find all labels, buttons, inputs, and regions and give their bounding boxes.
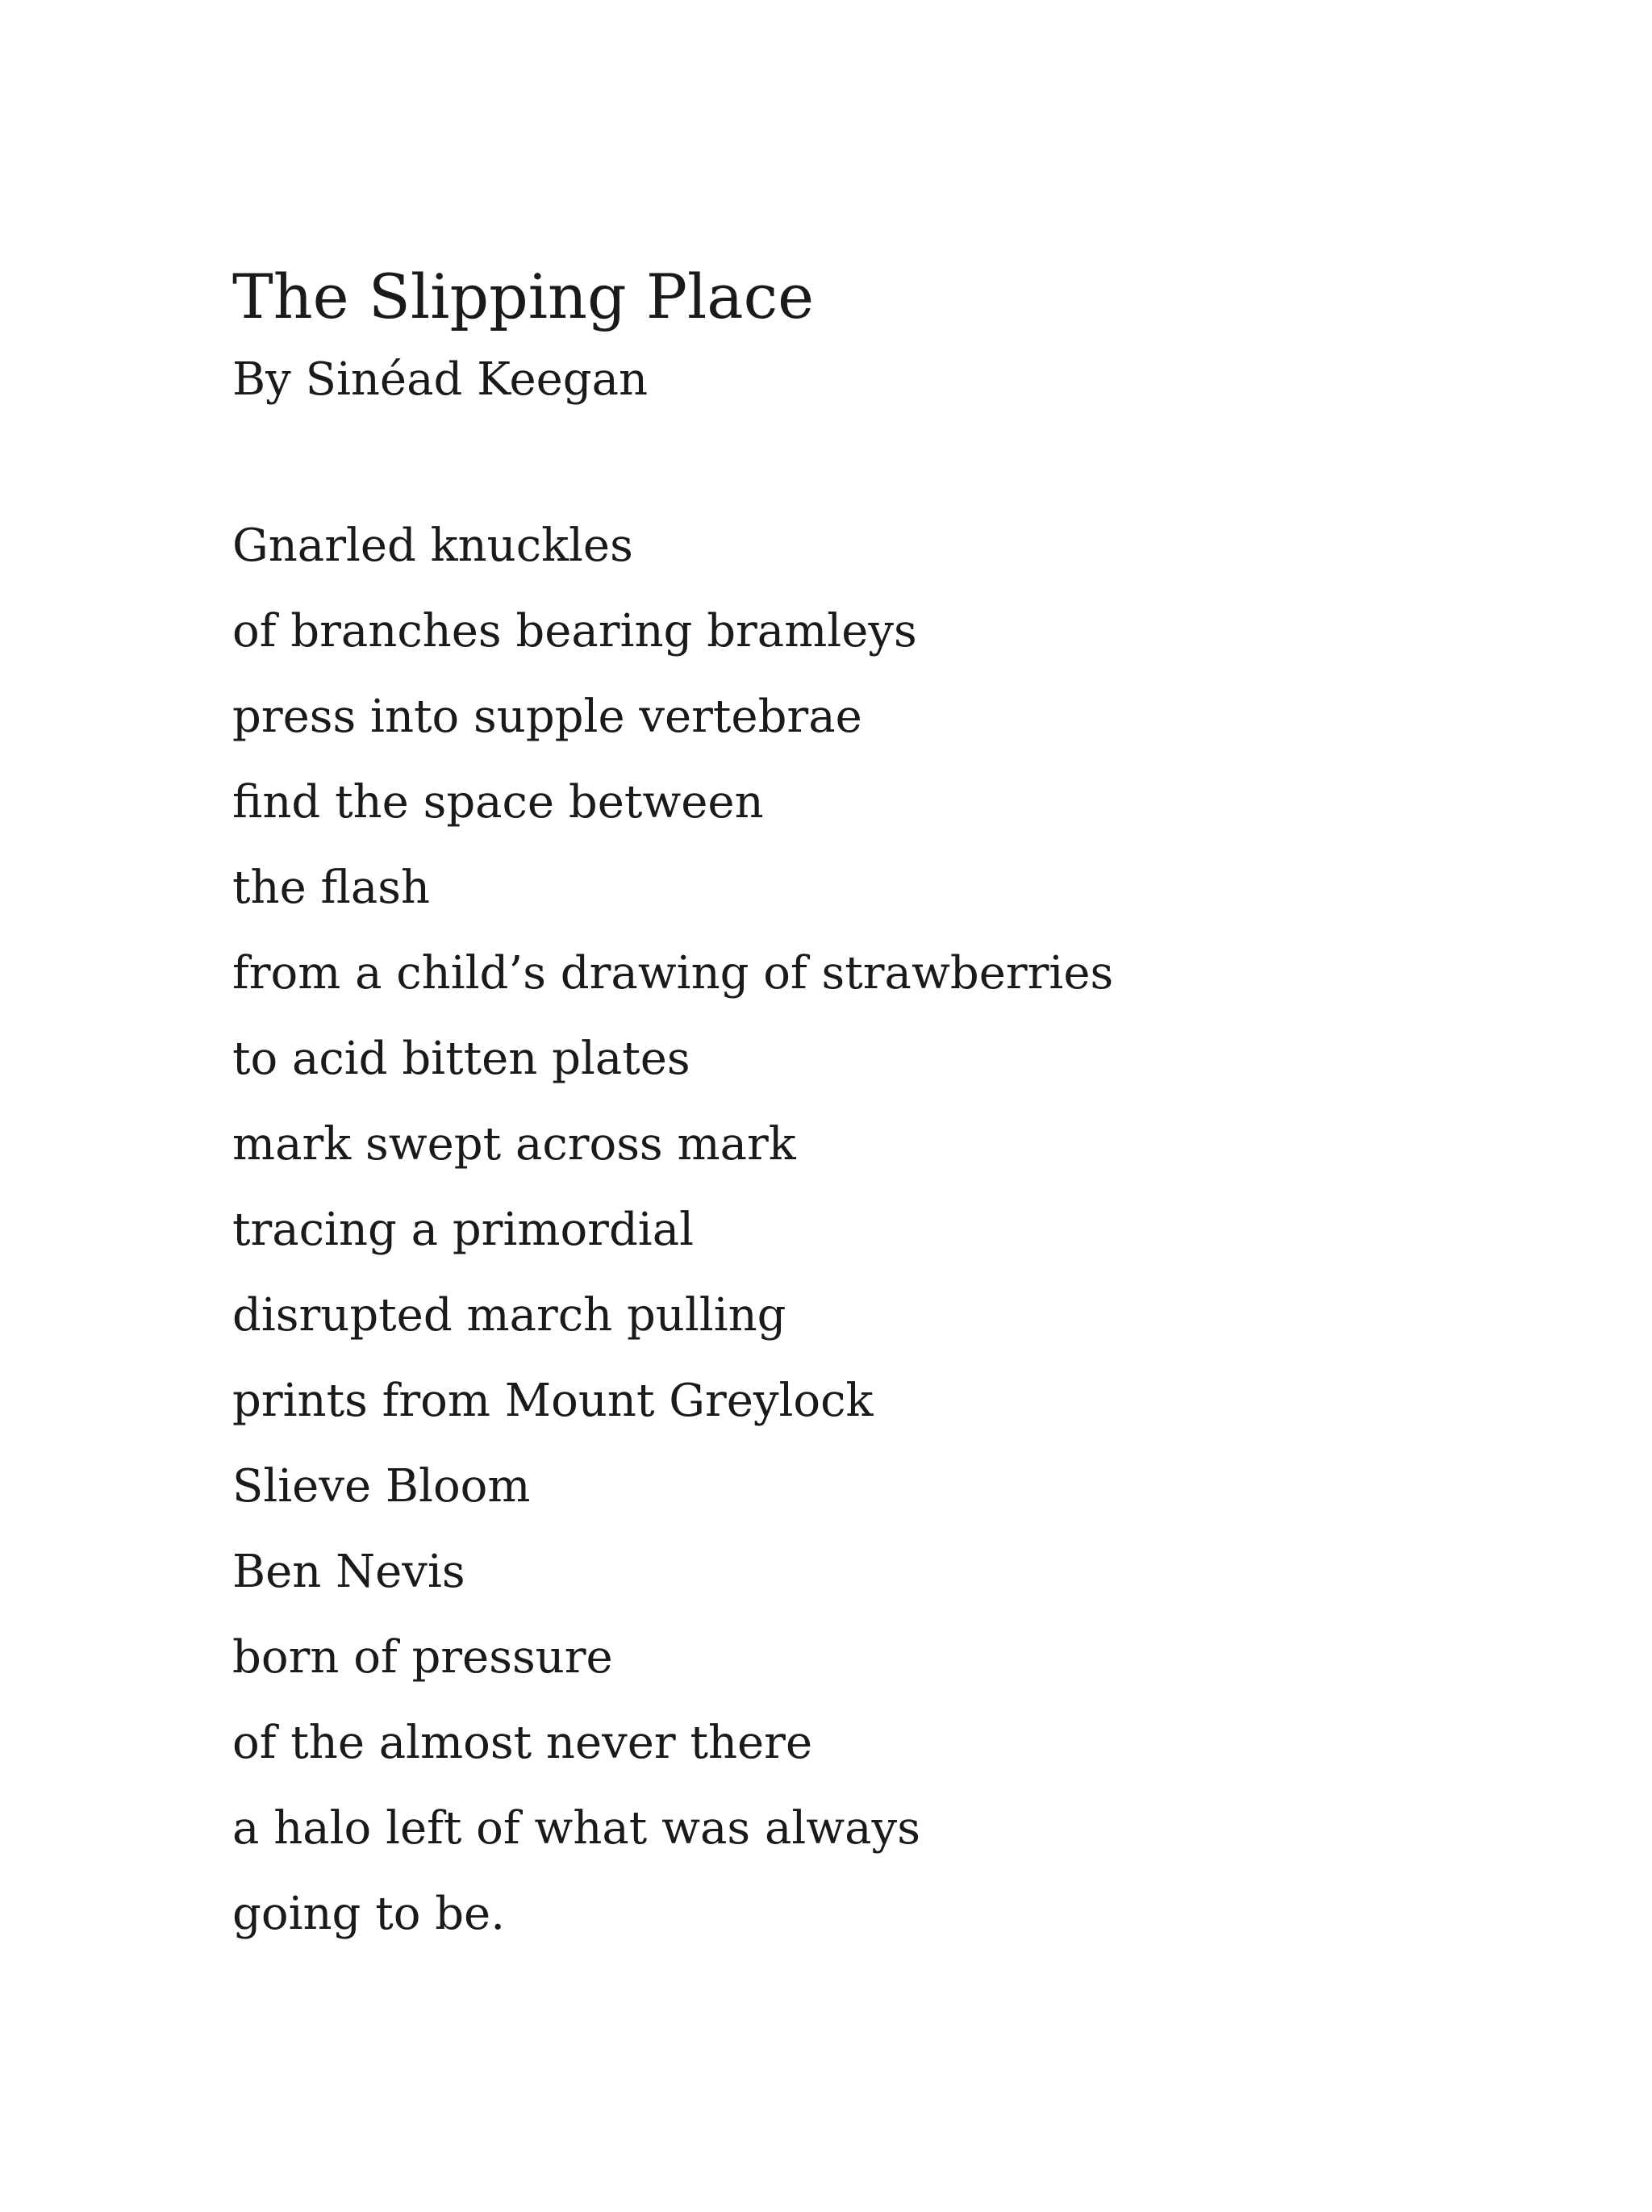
poem-line: of the almost never there <box>232 1717 813 1769</box>
poem-line: find the space between <box>232 776 764 828</box>
poem-line: tracing a primordial <box>232 1204 695 1256</box>
poem-byline: By Sinéad Keegan <box>232 353 649 406</box>
poem-line: to acid bitten plates <box>232 1033 690 1085</box>
poem-line: Slieve Bloom <box>232 1460 531 1513</box>
poem-line: the flash <box>232 862 431 914</box>
poem-body <box>232 503 1523 1957</box>
poem-line: Ben Nevis <box>232 1546 465 1598</box>
poem-line: born of pressure <box>232 1631 613 1684</box>
poem-page <box>232 257 1523 1957</box>
poem-line: disrupted march pulling <box>232 1289 786 1342</box>
poem-title: The Slipping Place <box>232 261 815 332</box>
poem-line: going to be. <box>232 1888 505 1940</box>
poem-line: mark swept across mark <box>232 1118 796 1171</box>
poem-line: Gnarled knuckles <box>232 520 633 572</box>
poem-line: prints from Mount Greylock <box>232 1375 874 1427</box>
poem-line: of branches bearing bramleys <box>232 605 917 657</box>
poem-line: from a child’s drawing of strawberries <box>232 947 1114 1000</box>
poem-line: press into supple vertebrae <box>232 691 862 743</box>
poem-line: a halo left of what was always <box>232 1802 920 1855</box>
